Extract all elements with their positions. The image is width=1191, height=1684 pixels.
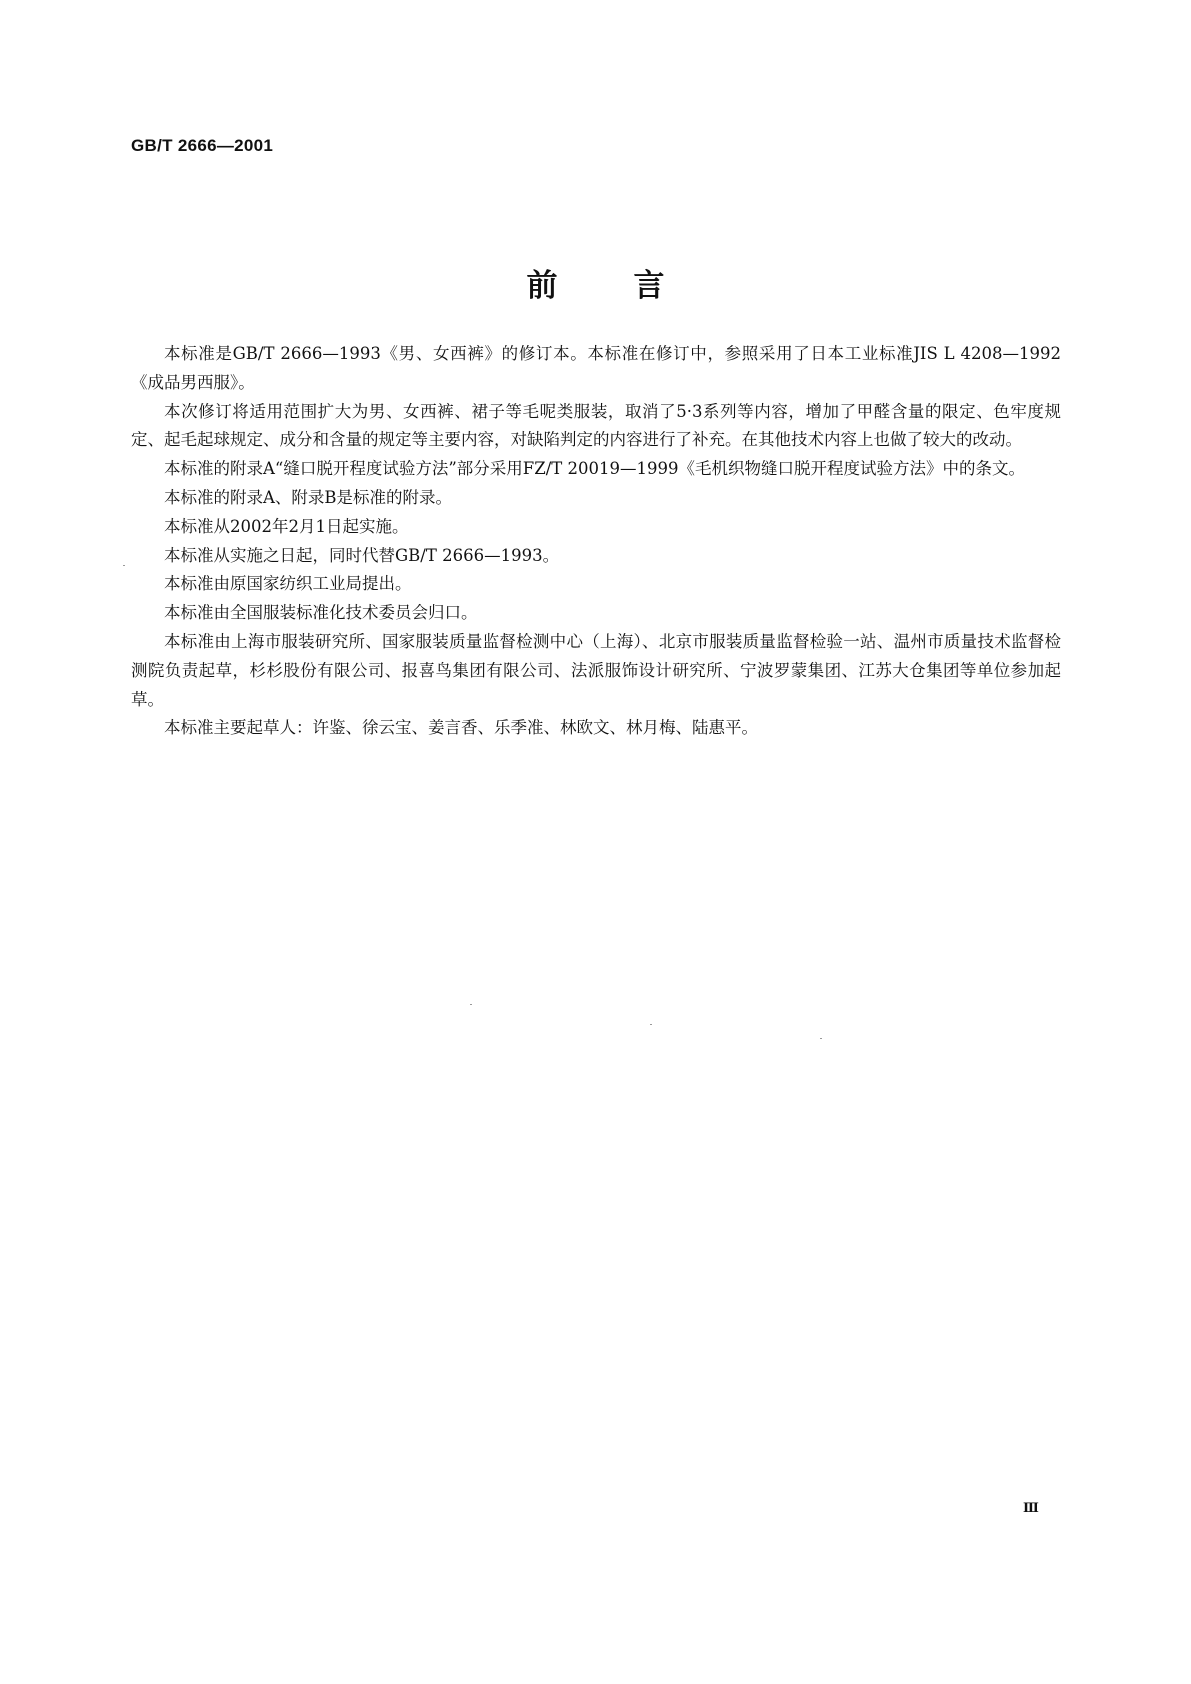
paragraph-revision-basis: 本标准是GB/T 2666—1993《男、女西裤》的修订本。本标准在修订中，参照采用了日本工业标准JIS L 4208—1992《成品男西服》。 xyxy=(131,344,1061,392)
page-number: Ⅲ xyxy=(1023,1500,1038,1515)
paragraph-proposed-by: 本标准由原国家纺织工业局提出。 xyxy=(164,574,412,594)
scan-speck xyxy=(470,1004,472,1005)
paragraph-revision-scope: 本次修订将适用范围扩大为男、女西裤、裙子等毛呢类服装，取消了5·3系列等内容，增加了甲醛含量的限定、色牢度规定、起毛起球规定、成分和含量的规定等主要内容，对缺陷判定的内容进行了补充。在其他技术内容上也做了较大的改动。 xyxy=(131,401,1061,450)
page-title xyxy=(0,260,1191,305)
foreword-body xyxy=(131,340,1061,743)
paragraph-replaces: 本标准从实施之日起，同时代替GB/T 2666—1993。 xyxy=(164,545,560,565)
scan-speck xyxy=(650,1024,652,1025)
paragraph-drafting-units: 本标准由上海市服装研究所、国家服装质量监督检测中心（上海）、北京市服装质量监督检验一站、温州市质量技术监督检测院负责起草，杉杉股份有限公司、报喜鸟集团有限公司、法派服饰设计研究所、宁波罗蒙集团、江苏大仓集团等单位参加起草。 xyxy=(131,631,1061,709)
paragraph-centralized-by: 本标准由全国服装标准化技术委员会归口。 xyxy=(164,603,478,623)
paragraph-drafters: 本标准主要起草人：许鉴、徐云宝、姜言香、乐季准、林欧文、林月梅、陆惠平。 xyxy=(164,718,758,738)
title-char-2: 言 xyxy=(633,268,665,304)
standard-code-header: GB/T 2666—2001 xyxy=(131,136,274,155)
title-char-1: 前 xyxy=(526,268,558,304)
paragraph-appendix-a-source: 本标准的附录A“缝口脱开程度试验方法”部分采用FZ/T 20019—1999《毛机织物缝口脱开程度试验方法》中的条文。 xyxy=(164,459,1025,479)
scan-speck xyxy=(123,565,125,566)
paragraph-appendix-normative: 本标准的附录A、附录B是标准的附录。 xyxy=(164,487,453,507)
paragraph-effective-date: 本标准从2002年2月1日起实施。 xyxy=(164,516,409,536)
scan-speck xyxy=(820,1038,822,1039)
